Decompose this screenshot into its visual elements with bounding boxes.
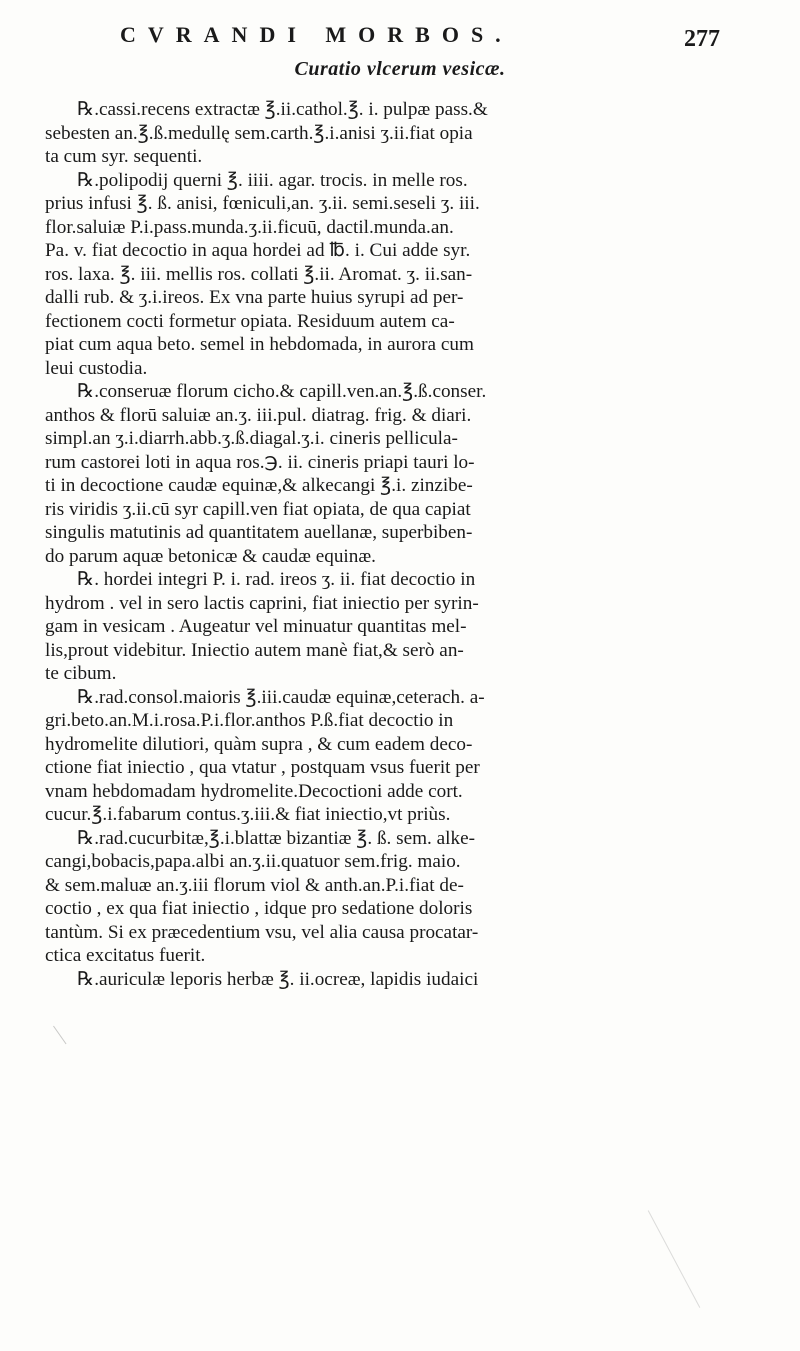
running-head [120,14,720,52]
text-line: hydrom . vel in sero lactis caprini, fiat iniectio per syrin- [45,592,479,614]
recipe-paragraph-4 [45,568,765,686]
recipe-paragraph-7 [45,968,765,992]
text-line: ta cum syr. sequenti. [45,146,203,167]
text-line: vnam hebdomadam hydromelite.Decoctioni adde cort. [45,780,463,802]
text-line: gam in vesicam . Augeatur vel minuatur quantitas mel- [45,616,467,637]
recipe-paragraph-6 [45,827,765,968]
text-line: ℞.rad.cucurbitæ,℥.i.blattæ bizantiæ ℥. ß. sem. alke- [77,827,475,849]
text-line: fectionem cocti formetur opiata. Residuum autem ca- [45,310,455,332]
text-line: lis,prout videbitur. Iniectio autem manè fiat,& serò an- [45,639,464,661]
text-line: Pa. v. fiat decoctio in aqua hordei ad ℔. i. Cui adde syr. [45,240,471,261]
text-line: te cibum. [45,663,117,684]
text-line: ℞.conseruæ florum cicho.& capill.ven.an.℥.ß.conser. [77,381,487,402]
text-line: gri.beto.an.M.i.rosa.P.i.flor.anthos P.ß.fiat decoctio in [45,710,454,731]
recipe-paragraph-2 [45,169,765,381]
text-line: ris viridis ʒ.ii.cū syr capill.ven fiat opiata, de qua capiat [45,498,471,520]
text-line: cucur.℥.i.fabarum contus.ʒ.iii.& fiat iniectio,vt priùs. [45,804,451,825]
recipe-paragraph-3 [45,380,765,568]
recipe-paragraph-1 [45,98,765,169]
text-line: ti in decoctione caudæ equinæ,& alkecangi ℥.i. zinzibe- [45,475,473,496]
text-line: simpl.an ʒ.i.diarrh.abb.ʒ.ß.diagal.ʒ.i. cineris pellicula- [45,428,458,449]
text-line: ros. laxa. ℥. iii. mellis ros. collati ℥.ii. Aromat. ʒ. ii.san- [45,263,473,285]
running-title: CVRANDI MORBOS. [120,22,513,47]
text-line: singulis matutinis ad quantitatem auellanæ, superbiben- [45,522,473,543]
text-line: & sem.maluæ an.ʒ.iii florum viol & anth.an.P.i.fiat de- [45,874,464,896]
text-line: piat cum aqua beto. semel in hebdomada, in aurora cum [45,334,474,355]
text-line: flor.saluiæ P.i.pass.munda.ʒ.ii.ficuū, dactil.munda.an. [45,216,454,238]
text-line: tantùm. Si ex præcedentium vsu, vel alia causa procatar- [45,921,479,943]
text-line: cangi,bobacis,papa.albi an.ʒ.ii.quatuor sem.frig. maio. [45,851,461,872]
paper-crease [648,1182,754,1308]
text-line: rum castorei loti in aqua ros.℈. ii. cineris priapi tauri lo- [45,451,475,473]
text-line: dalli rub. & ʒ.i.ireos. Ex vna parte huius syrupi ad per- [45,287,464,308]
text-line: sebesten an.℥.ß.medullę sem.carth.℥.i.anisi ʒ.ii.fiat opia [45,122,473,144]
text-line: ℞.rad.consol.maioris ℥.iii.caudæ equinæ,ceterach. a- [77,686,485,708]
text-line: ℞. hordei integri P. i. rad. ireos ʒ. ii. fiat decoctio in [77,569,476,590]
text-line: ctica excitatus fuerit. [45,945,206,966]
text-line: ℞.polipodij querni ℥. iiii. agar. trocis. in melle ros. [77,169,468,191]
text-line: leui custodia. [45,357,148,379]
text-body [45,98,765,991]
page-number: 277 [684,26,720,52]
text-line: do parum aquæ betonicæ & caudæ equinæ. [45,545,376,567]
recipe-paragraph-5 [45,686,765,827]
text-line: ℞.auriculæ leporis herbæ ℥. ii.ocreæ, lapidis iudaici [77,968,479,990]
text-line: anthos & florū saluiæ an.ʒ. iii.pul. diatrag. frig. & diari. [45,404,472,426]
text-line: prius infusi ℥. ß. anisi, fœniculi,an. ʒ.ii. semi.seseli ʒ. iii. [45,193,480,214]
text-line: ctione fiat iniectio , qua vtatur , postquam vsus fuerit per [45,757,480,778]
text-line: ℞.cassi.recens extractæ ℥.ii.cathol.℥. i. pulpæ pass.& [77,99,488,120]
section-title: Curatio vlcerum vesicæ. [294,58,506,80]
text-line: coctio , ex qua fiat iniectio , idque pro sedatione doloris [45,898,473,919]
margin-mark [53,1018,78,1045]
text-line: hydromelite dilutiori, quàm supra , & cum eadem deco- [45,733,473,755]
